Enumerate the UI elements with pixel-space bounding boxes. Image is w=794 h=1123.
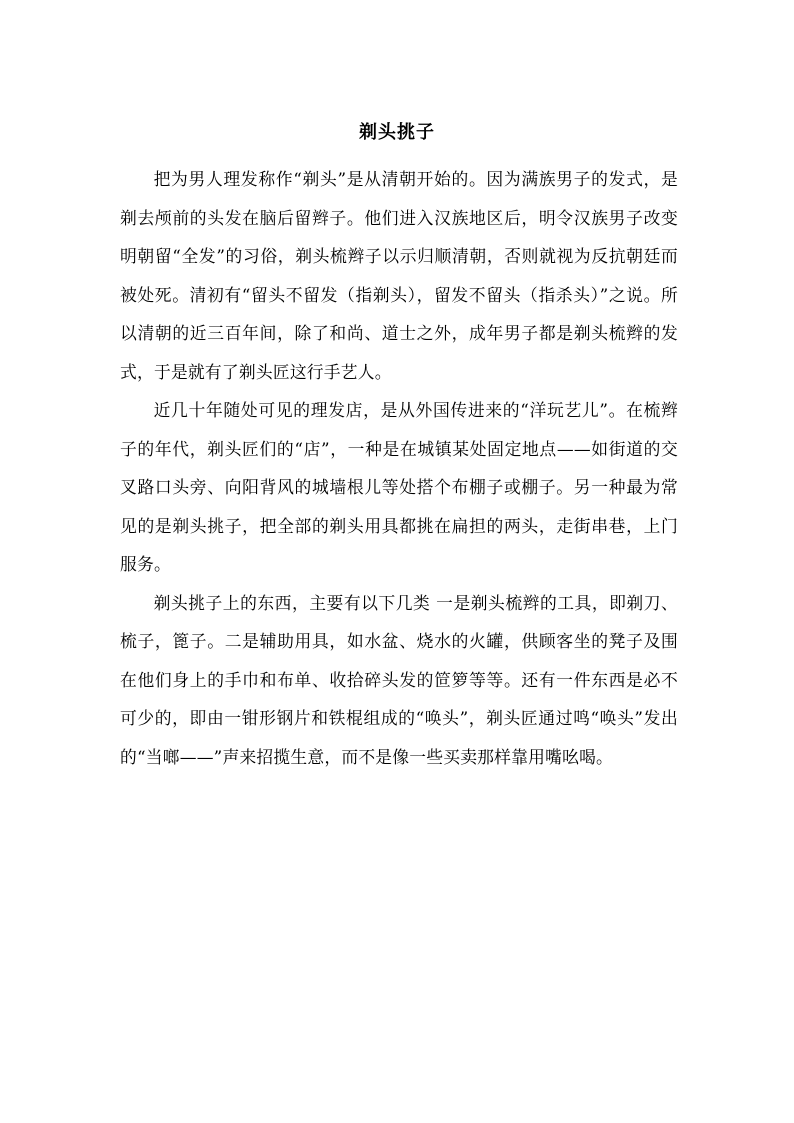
- document-body: [120, 160, 678, 776]
- document-title: 剃头挑子: [359, 122, 435, 143]
- paragraph-1: 把为男人理发称作“剃头”是从清朝开始的。因为满族男子的发式，是剃去颅前的头发在脑后留辫子。他们进入汉族地区后，明令汉族男子改变明朝留“全发”的习俗，剃头梳辫子以示归顺清朝，否则就视为反抗朝廷而被处死。清初有“留头不留发（指剃头），留发不留头（指杀头）”之说。所以清朝的近三百年间，除了和尚、道士之外，成年男子都是剃头梳辫的发式，于是就有了剃头匠这行手艺人。: [120, 169, 678, 382]
- paragraph-3: 剃头挑子上的东西，主要有以下几类 一是剃头梳辫的工具，即剃刀、梳子，篦子。二是辅助用具，如水盆、烧水的火罐，供顾客坐的凳子及围在他们身上的手巾和布单、收拾碎头发的笸箩等等。还有一件东西是必不可少的，即由一钳形钢片和铁棍组成的“唤头”，剃头匠通过鸣“唤头”发出的“当啷——”声来招揽生意，而不是像一些买卖那样靠用嘴吆喝。: [120, 592, 678, 767]
- paragraph-2: 近几十年随处可见的理发店，是从外国传进来的“洋玩艺儿”。在梳辫子的年代，剃头匠们的“店”，一种是在城镇某处固定地点——如街道的交叉路口头旁、向阳背风的城墙根儿等处搭个布棚子或棚子。另一种最为常见的是剃头挑子，把全部的剃头用具都挑在扁担的两头，走街串巷，上门服务。: [120, 400, 678, 574]
